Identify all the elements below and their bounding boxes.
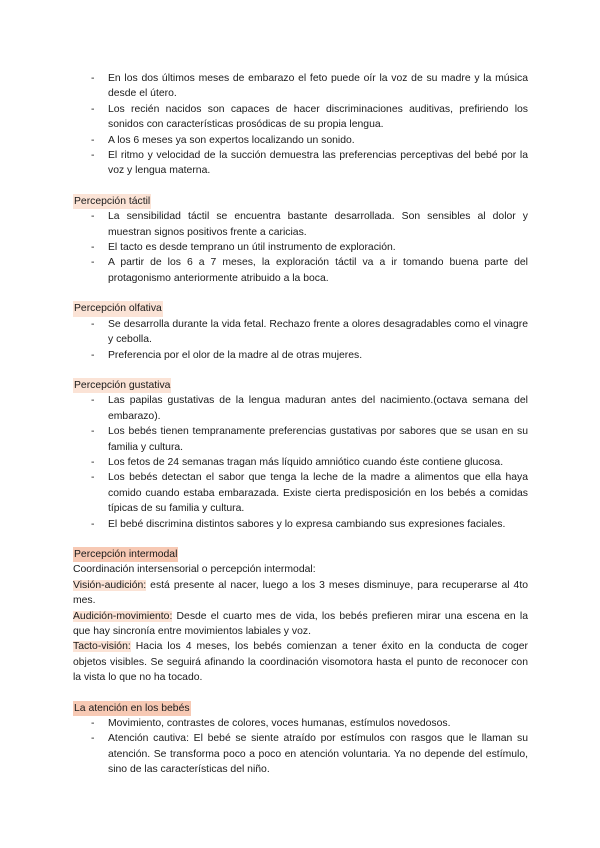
section-tactil bbox=[73, 194, 528, 286]
intermodal-text: está presente al nacer, luego a los 3 meses disminuye, para recuperarse al 4to mes. bbox=[73, 579, 528, 607]
gustativa-list bbox=[73, 393, 528, 532]
list-item: - Las papilas gustativas de la lengua maduran antes del nacimiento.(octava semana del embarazo). bbox=[73, 393, 528, 424]
tactil-list bbox=[73, 209, 528, 286]
section-heading: Percepción gustativa bbox=[73, 378, 171, 393]
section-gustativa bbox=[73, 378, 528, 532]
intermodal-label: Tacto-visión: bbox=[73, 641, 131, 653]
list-item: - Atención cautiva: El bebé se siente atraído por estímulos con rasgos que le llaman su atención. Se transforma poco a poco en atención voluntaria. Ya no depende del estímulo, sino de las características del niño. bbox=[73, 731, 528, 777]
document-content bbox=[73, 71, 528, 778]
olfativa-list bbox=[73, 317, 528, 363]
list-item: - A los 6 meses ya son expertos localizando un sonido. bbox=[73, 133, 528, 148]
list-item: - El ritmo y velocidad de la succión demuestra las preferencias perceptivas del bebé por la voz y lengua materna. bbox=[73, 148, 528, 179]
intermodal-intro: Coordinación intersensorial o percepción intermodal: bbox=[73, 564, 316, 576]
intermodal-text: Desde el cuarto mes de vida, los bebés prefieren mirar una escena en la que hay sincronía entre movimientos labiales y voz. bbox=[73, 610, 528, 637]
section-intermodal bbox=[73, 547, 528, 686]
section-heading: Percepción intermodal bbox=[73, 547, 178, 562]
section-heading: Percepción olfativa bbox=[73, 301, 163, 316]
list-item: - La sensibilidad táctil se encuentra bastante desarrollada. Son sensibles al dolor y muestran signos positivos frente a caricias. bbox=[73, 209, 528, 240]
intermodal-item bbox=[73, 639, 528, 685]
section-atencion bbox=[73, 701, 528, 778]
list-item: - Preferencia por el olor de la madre al de otras mujeres. bbox=[73, 348, 528, 363]
section-olfativa bbox=[73, 301, 528, 363]
list-item: - El tacto es desde temprano un útil instrumento de exploración. bbox=[73, 240, 528, 255]
list-item: - Movimiento, contrastes de colores, voces humanas, estímulos novedosos. bbox=[73, 716, 528, 731]
list-item: - Los recién nacidos son capaces de hacer discriminaciones auditivas, prefiriendo los sonidos con características prosódicas de su propia lengua. bbox=[73, 102, 528, 133]
intermodal-item bbox=[73, 609, 528, 640]
intermodal-text: Hacia los 4 meses, los bebés comienzan a tener éxito en la conducta de coger objetos visibles. Se seguirá afinando la coordinación visomotora hasta el punto de reconocer con la vista lo que no ha tocado. bbox=[73, 641, 528, 684]
intermodal-label: Audición-movimiento: bbox=[73, 610, 173, 622]
list-item: - Se desarrolla durante la vida fetal. Rechazo frente a olores desagradables como el vinagre y cebolla. bbox=[73, 317, 528, 348]
intro-list bbox=[73, 71, 528, 179]
list-item: - El bebé discrimina distintos sabores y lo expresa cambiando sus expresiones faciales. bbox=[73, 517, 528, 532]
list-item: - Los bebés detectan el sabor que tenga la leche de la madre a alimentos que ella haya comido cuando estaba embarazada. Existe cierta predisposición en los bebés a comidas típicas de su familia y cultura. bbox=[73, 470, 528, 516]
list-item: - Los fetos de 24 semanas tragan más líquido amniótico cuando éste contiene glucosa. bbox=[73, 455, 528, 470]
list-item: - En los dos últimos meses de embarazo el feto puede oír la voz de su madre y la música desde el útero. bbox=[73, 71, 528, 102]
section-heading: Percepción táctil bbox=[73, 194, 151, 209]
intermodal-item bbox=[73, 578, 528, 609]
list-item: - A partir de los 6 a 7 meses, la exploración táctil va a ir tomando buena parte del protagonismo anteriormente atribuido a la boca. bbox=[73, 255, 528, 286]
intermodal-label: Visión-audición: bbox=[73, 579, 147, 591]
atencion-list bbox=[73, 716, 528, 778]
list-item: - Los bebés tienen tempranamente preferencias gustativas por sabores que se usan en su familia y cultura. bbox=[73, 424, 528, 455]
section-heading: La atención en los bebés bbox=[73, 701, 191, 716]
